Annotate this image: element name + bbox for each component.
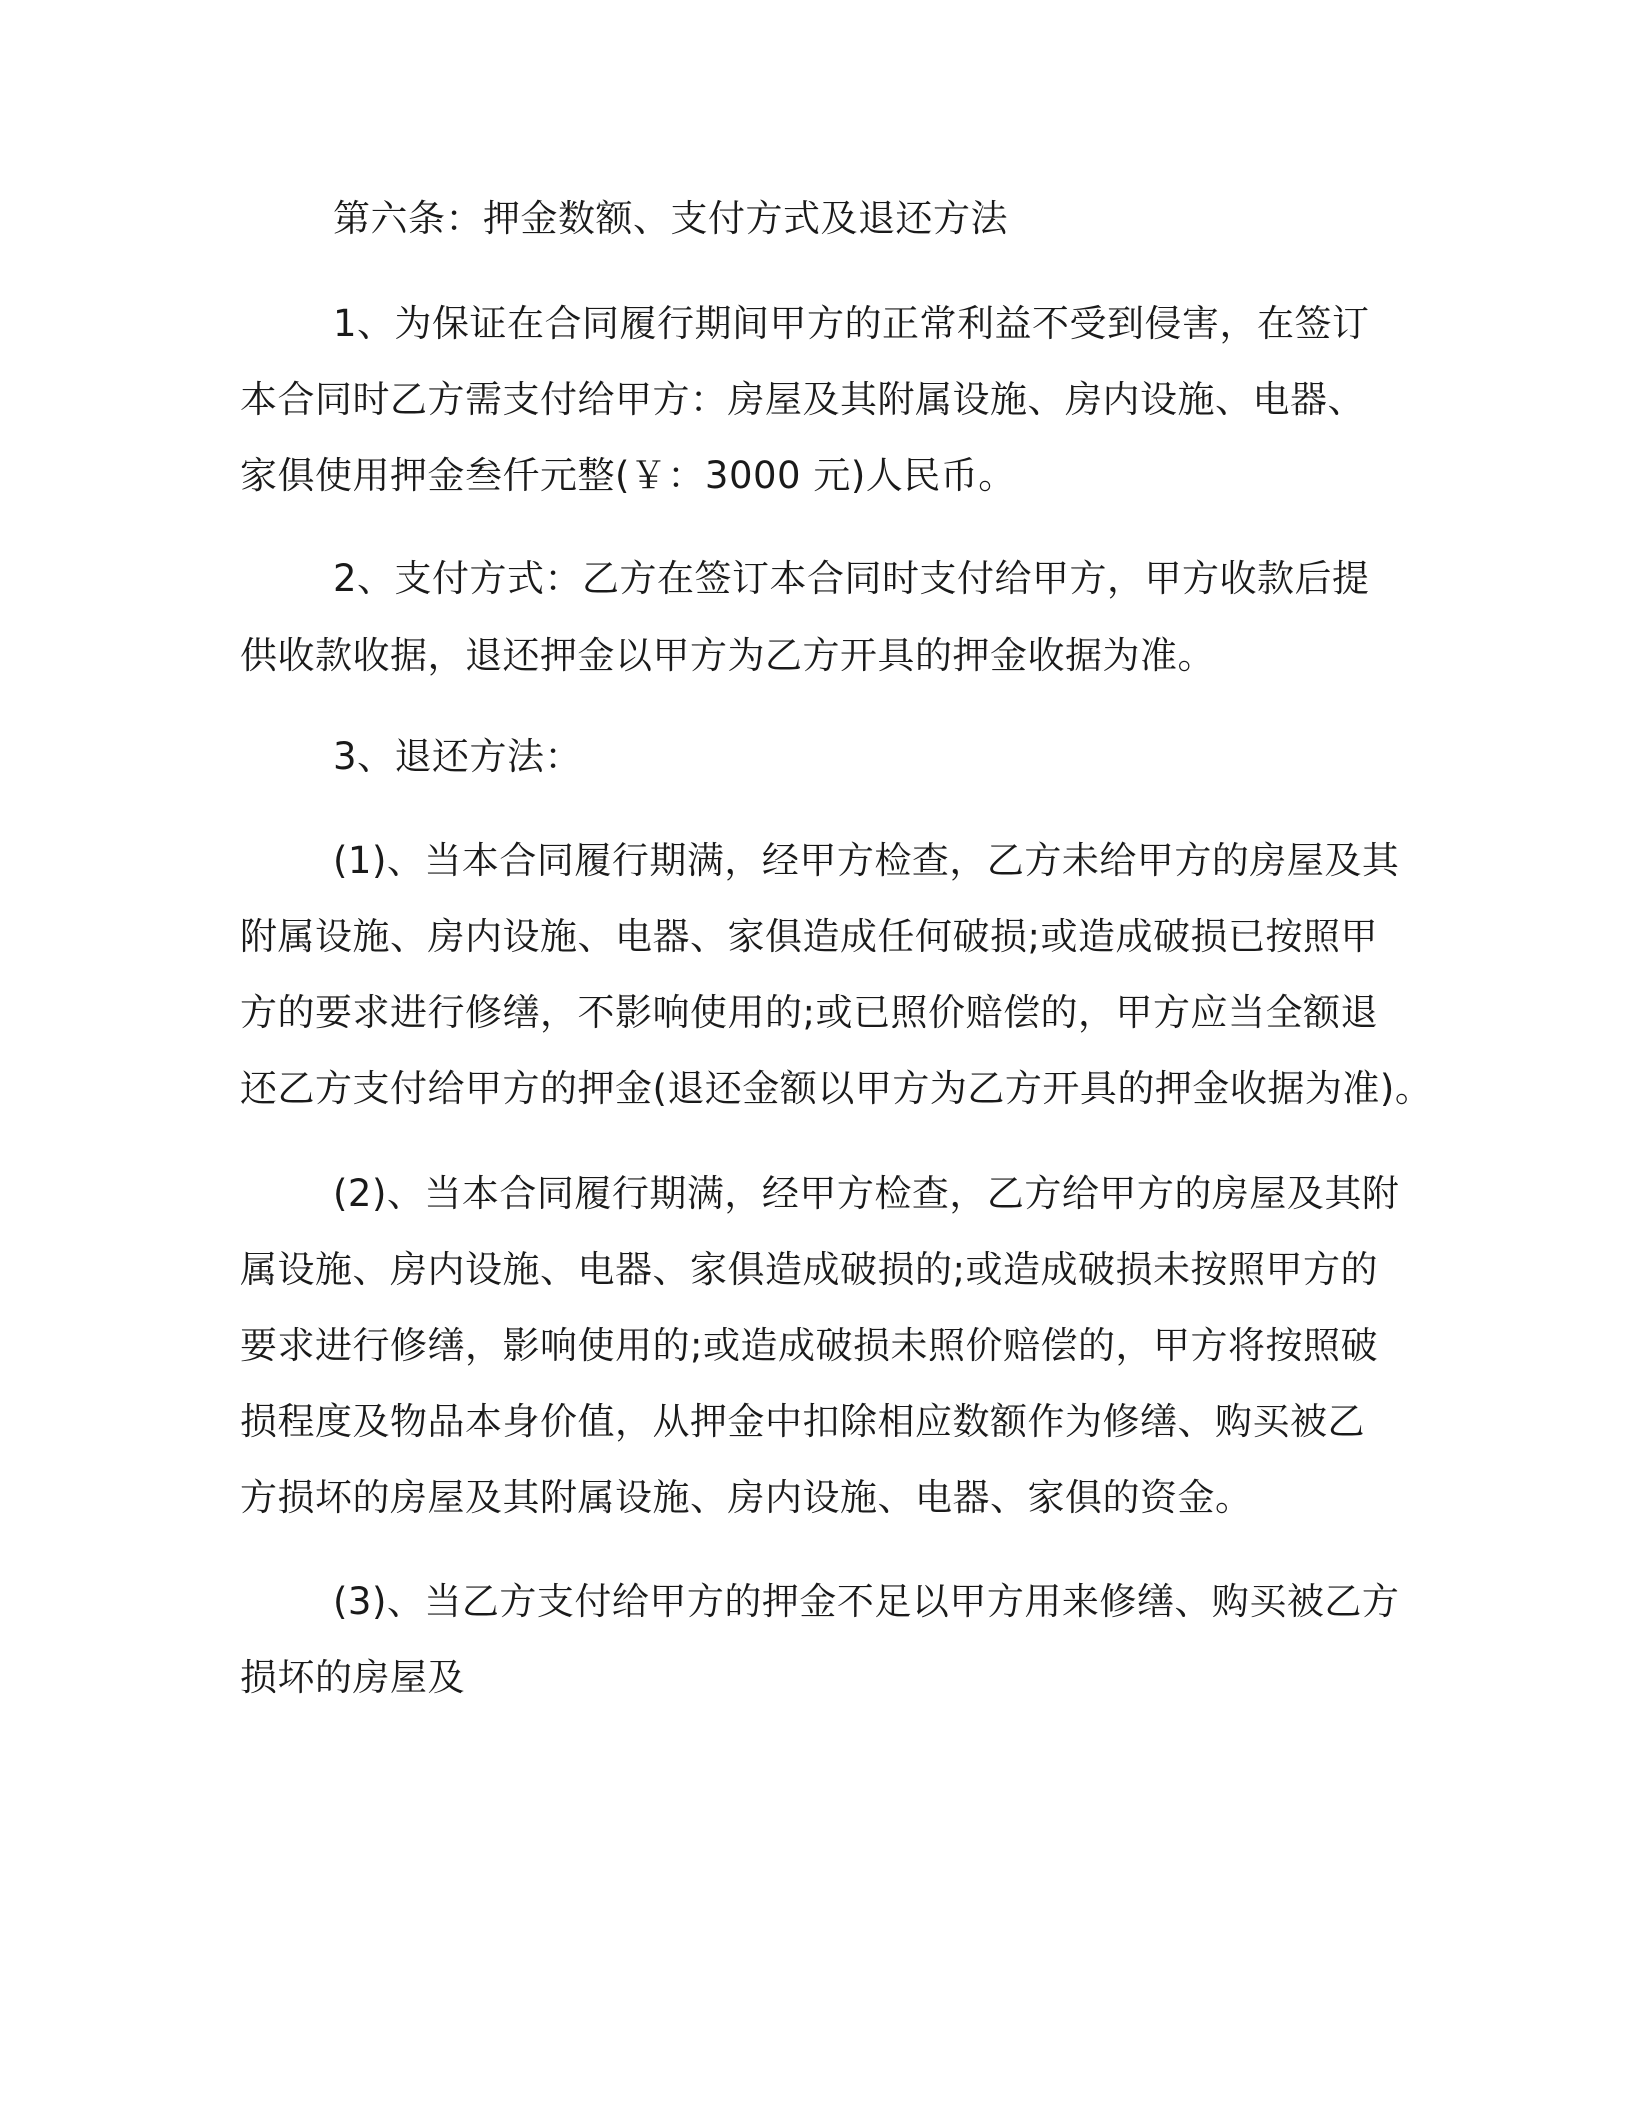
clause-2-line-1: 2、支付方式：乙方在签订本合同时支付给甲方，甲方收款后提 (333, 557, 1370, 600)
clause-3-heading: 3、退还方法： (333, 735, 583, 778)
clause-3-item-2-line-4: 损程度及物品本身价值，从押金中扣除相应数额作为修缮、购买被乙 (240, 1400, 1365, 1443)
clause-2-line-2: 供收款收据，退还押金以甲方为乙方开具的押金收据为准。 (240, 634, 1215, 677)
clause-3-item-3-line-1: (3)、当乙方支付给甲方的押金不足以甲方用来修缮、购买被乙方 (333, 1580, 1400, 1623)
clause-3-item-2-line-1: (2)、当本合同履行期满，经甲方检查，乙方给甲方的房屋及其附 (333, 1172, 1400, 1215)
clause-3-item-2-line-5: 方损坏的房屋及其附属设施、房内设施、电器、家俱的资金。 (240, 1476, 1253, 1519)
clause-3-item-1-line-2: 附属设施、房内设施、电器、家俱造成任何破损;或造成破损已按照甲 (240, 915, 1378, 958)
clause-3-item-1-line-3: 方的要求进行修缮，不影响使用的;或已照价赔偿的，甲方应当全额退 (240, 991, 1378, 1034)
clause-3-item-1-line-4: 还乙方支付给甲方的押金(退还金额以甲方为乙方开具的押金收据为准)。 (240, 1067, 1433, 1110)
clause-1-line-3: 家俱使用押金叁仟元整(￥：3000 元)人民币。 (240, 454, 1016, 497)
clause-3-item-1-line-1: (1)、当本合同履行期满，经甲方检查，乙方未给甲方的房屋及其 (333, 839, 1400, 882)
clause-3-item-2-line-3: 要求进行修缮，影响使用的;或造成破损未照价赔偿的，甲方将按照破 (240, 1324, 1378, 1367)
clause-1-line-1: 1、为保证在合同履行期间甲方的正常利益不受到侵害，在签订 (333, 302, 1370, 345)
clause-1-line-2: 本合同时乙方需支付给甲方：房屋及其附属设施、房内设施、电器、 (240, 378, 1365, 421)
clause-3-item-2-line-2: 属设施、房内设施、电器、家俱造成破损的;或造成破损未按照甲方的 (240, 1248, 1378, 1291)
article-title: 第六条：押金数额、支付方式及退还方法 (333, 197, 1008, 240)
clause-3-item-3-line-2: 损坏的房屋及 (240, 1656, 465, 1699)
